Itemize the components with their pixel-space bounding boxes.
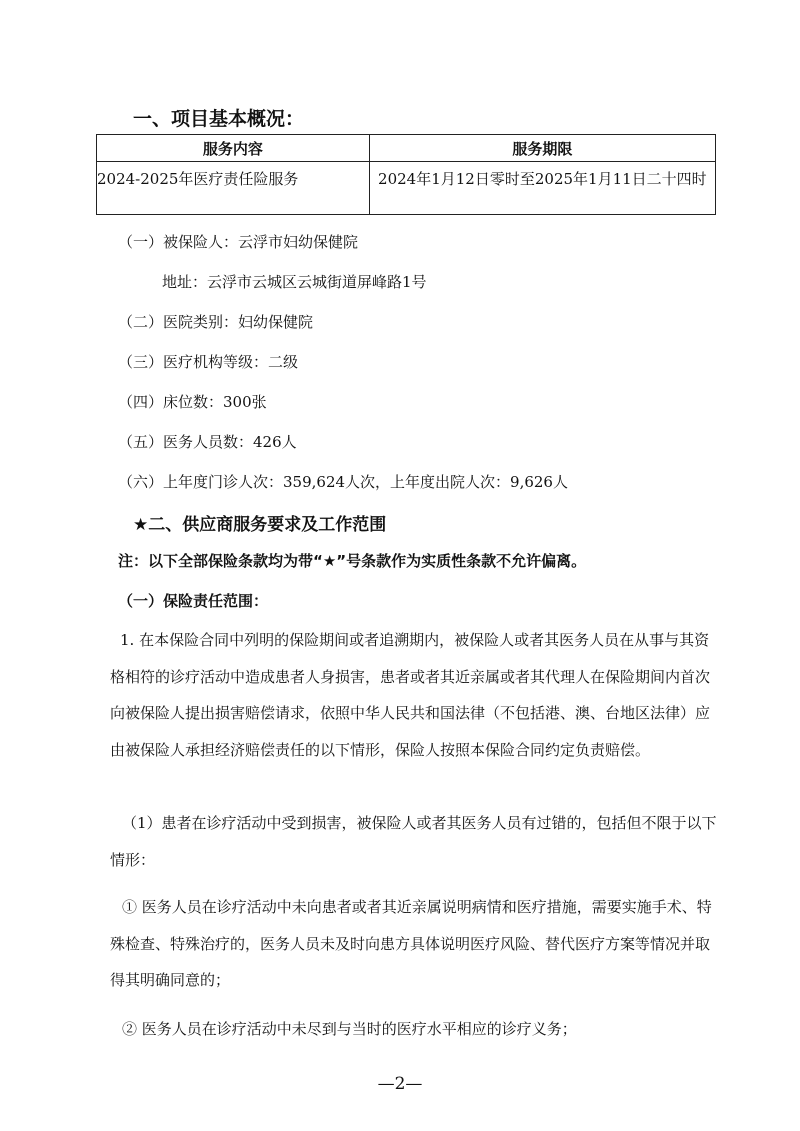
paragraph-4: [110, 1011, 722, 1048]
paragraph-4-text: ② 医务人员在诊疗活动中未尽到与当时的医疗水平相应的诊疗义务；: [122, 1020, 577, 1038]
info-address: 地址：云浮市云城区云城街道屏峰路1号: [162, 273, 427, 291]
paragraph-1-text: 1. 在本保险合同中列明的保险期间或者追溯期内，被保险人或者其医务人员在从事与其资格相符的诊疗活动中造成患者人身损害，患者或者其近亲属或者其代理人在保险期间内首次向被保险人提出损害赔偿请求，依照中华人民共和国法律（不包括港、澳、台地区法律）应由被保险人承担经济赔偿责任的以下情形，保险人按照本保险合同约定负责赔偿。: [110, 631, 711, 759]
page-number: —2—: [377, 1074, 423, 1094]
table-header-row: [97, 135, 716, 162]
paragraph-2-text: （1）患者在诊疗活动中受到损害，被保险人或者其医务人员有过错的，包括但不限于以下情形：: [110, 814, 717, 869]
paragraph-3: [110, 889, 722, 999]
info-insured: （一）被保险人：云浮市妇幼保健院: [118, 233, 359, 251]
info-hospital-grade: （三）医疗机构等级：二级: [118, 353, 299, 371]
section-2-title: ★二、供应商服务要求及工作范围: [133, 515, 387, 535]
info-hospital-type: （二）医院类别：妇幼保健院: [118, 313, 314, 331]
paragraph-3-text: ① 医务人员在诊疗活动中未向患者或者其近亲属说明病情和医疗措施，需要实施手术、特殊检查、特殊治疗的，医务人员未及时向患方具体说明医疗风险、替代医疗方案等情况并取得其明确同意的；: [110, 898, 712, 989]
paragraph-2: [110, 805, 722, 878]
info-staff: （五）医务人员数：426人: [118, 433, 297, 451]
table-header-cell: 服务期限: [369, 135, 715, 162]
service-table: [96, 134, 716, 215]
table-cell: 2024-2025年医疗责任险服务: [97, 162, 370, 215]
table-cell: 2024年1月12日零时至2025年1月11日二十四时: [369, 162, 715, 215]
info-visits: （六）上年度门诊人次：359,624人次，上年度出院人次：9,626人: [118, 473, 568, 491]
table-header-cell: 服务内容: [97, 135, 370, 162]
section-2-note: 注：以下全部保险条款均为带“★”号条款作为实质性条款不允许偏离。: [118, 552, 587, 570]
table-row: [97, 162, 716, 215]
section-1-title: 一、项目基本概况：: [133, 108, 305, 130]
section-2-subtitle: （一）保险责任范围：: [118, 592, 269, 610]
info-beds: （四）床位数：300张: [118, 393, 267, 411]
paragraph-1: [110, 622, 722, 768]
